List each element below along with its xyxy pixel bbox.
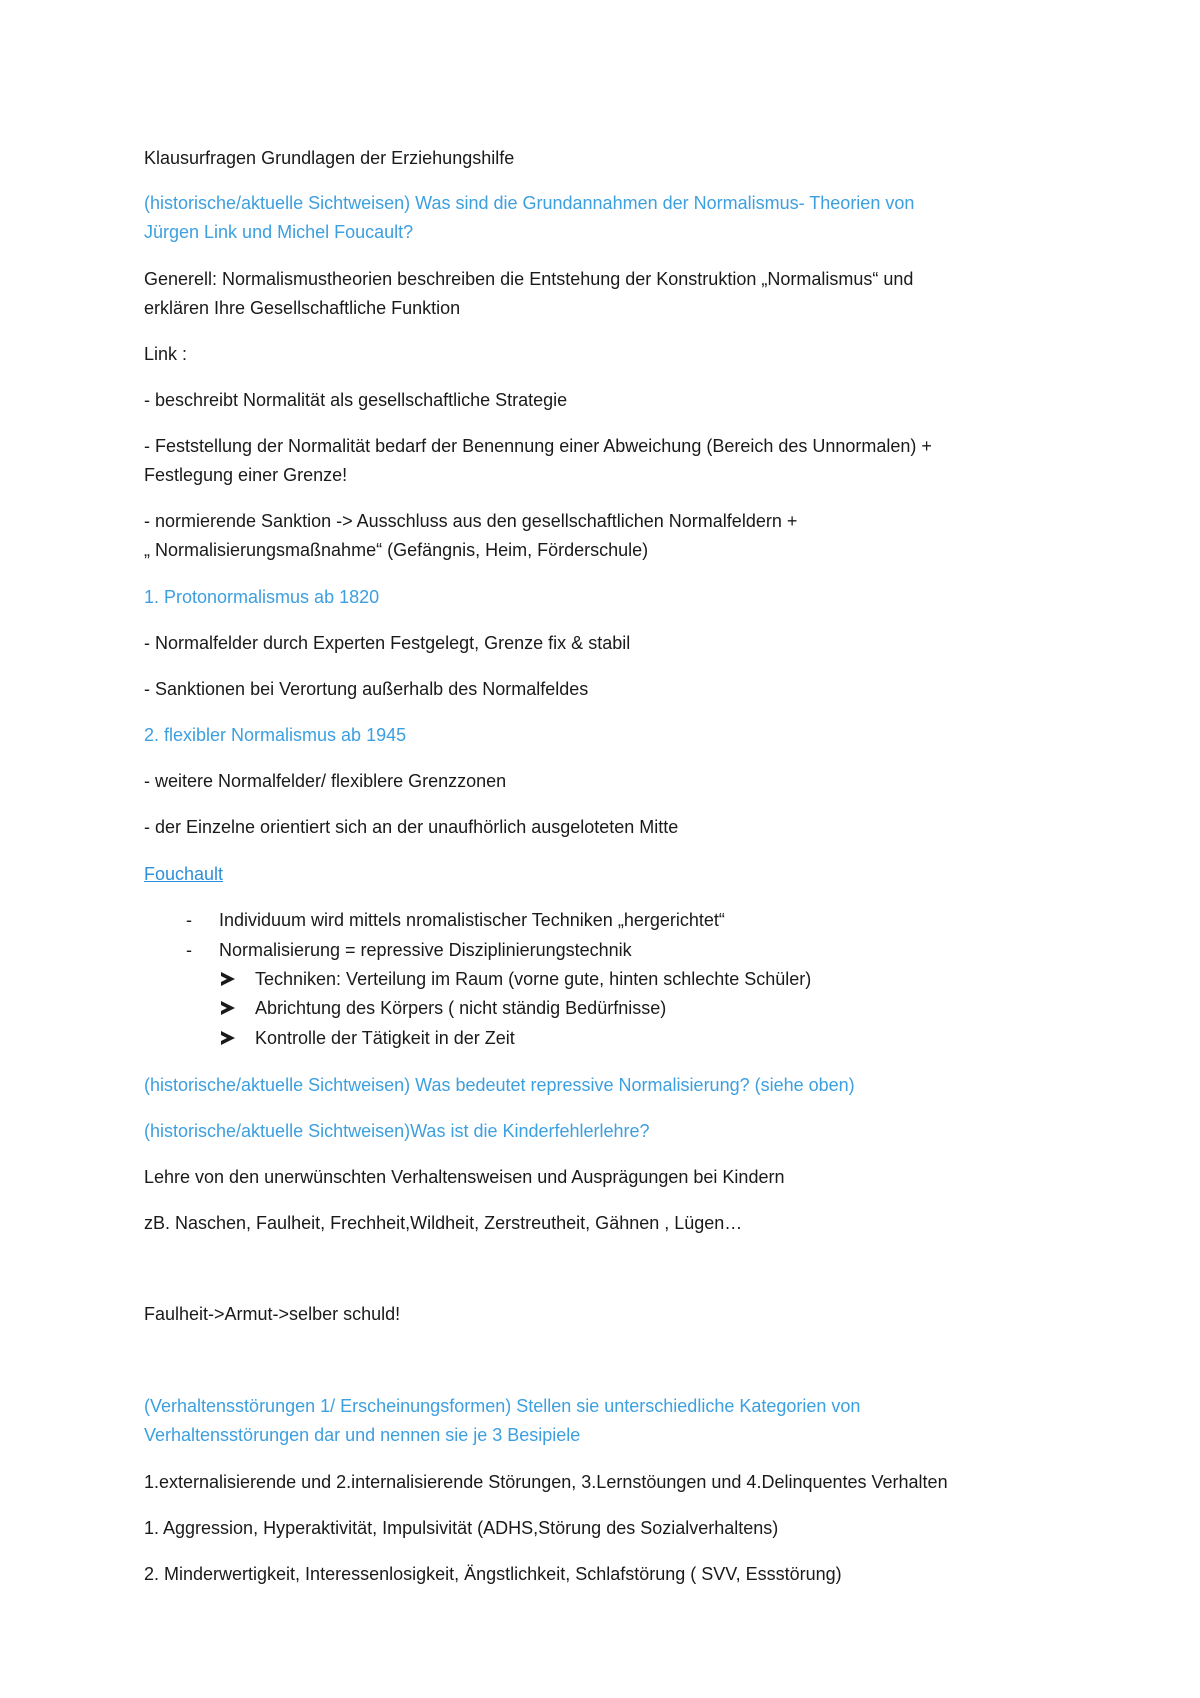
general-text-line-2: erklären Ihre Gesellschaftliche Funktion [144, 298, 461, 318]
foucault-subbullet-2: Abrichtung des Körpers ( nicht ständig Bedürfnisse) [255, 998, 667, 1018]
flexibler-normalismus-point-2: - der Einzelne orientiert sich an der unaufhörlich ausgeloteten Mitte [144, 817, 679, 837]
question-3-answer: Lehre von den unerwünschten Verhaltensweisen und Ausprägungen bei Kindern [144, 1167, 785, 1187]
link-point-3-line-1: - normierende Sanktion -> Ausschluss aus den gesellschaftlichen Normalfeldern + [144, 511, 798, 531]
arrowhead-bullet-icon [221, 1001, 235, 1015]
question-3-examples: zB. Naschen, Faulheit, Frechheit,Wildheit, Zerstreutheit, Gähnen , Lügen… [144, 1213, 743, 1233]
link-point-3-line-2: „ Normalisierungsmaßnahme“ (Gefängnis, Heim, Förderschule) [144, 540, 649, 560]
question-1-line-1: (historische/aktuelle Sichtweisen) Was sind die Grundannahmen der Normalismus- Theorien von [144, 193, 915, 213]
question-3: (historische/aktuelle Sichtweisen)Was ist die Kinderfehlerlehre? [144, 1121, 650, 1141]
question-4-categories: 1.externalisierende und 2.internalisierende Störungen, 3.Lernstöungen und 4.Delinquentes Verhalten [144, 1472, 948, 1492]
foucault-link[interactable]: Fouchault [144, 864, 224, 884]
protonormalismus-point-1: - Normalfelder durch Experten Festgelegt, Grenze fix & stabil [144, 633, 631, 653]
general-text-line-1: Generell: Normalismustheorien beschreiben die Entstehung der Konstruktion „Normalismus“ und [144, 269, 914, 289]
flexibler-normalismus-point-1: - weitere Normalfelder/ flexiblere Grenzzonen [144, 771, 507, 791]
foucault-bullet-2: Normalisierung = repressive Disziplinierungstechnik [219, 940, 632, 960]
arrowhead-bullet-icon [221, 1031, 235, 1045]
question-4-line-1: (Verhaltensstörungen 1/ Erscheinungsformen) Stellen sie unterschiedliche Kategorien von [144, 1396, 861, 1416]
question-3-conclusion: Faulheit->Armut->selber schuld! [144, 1304, 401, 1324]
foucault-subbullet-3: Kontrolle der Tätigkeit in der Zeit [255, 1028, 515, 1048]
foucault-subbullet-1: Techniken: Verteilung im Raum (vorne gute, hinten schlechte Schüler) [255, 969, 812, 989]
dash-bullet: - [186, 910, 192, 930]
foucault-heading[interactable] [144, 860, 1074, 889]
link-point-2-line-1: - Feststellung der Normalität bedarf der Benennung einer Abweichung (Bereich des Unnormalen) + [144, 436, 932, 456]
question-2: (historische/aktuelle Sichtweisen) Was bedeutet repressive Normalisierung? (siehe oben) [144, 1075, 855, 1095]
question-4-example-2: 2. Minderwertigkeit, Interessenlosigkeit, Ängstlichkeit, Schlafstörung ( SVV, Essstörung) [144, 1564, 842, 1584]
document-title: Klausurfragen Grundlagen der Erziehungshilfe [144, 148, 515, 168]
question-4-line-2: Verhaltensstörungen dar und nennen sie je 3 Besipiele [144, 1425, 581, 1445]
link-point-2-line-2: Festlegung einer Grenze! [144, 465, 348, 485]
arrowhead-bullet-icon [221, 972, 235, 986]
protonormalismus-point-2: - Sanktionen bei Verortung außerhalb des Normalfeldes [144, 679, 589, 699]
protonormalismus-heading: 1. Protonormalismus ab 1820 [144, 587, 380, 607]
link-point-1: - beschreibt Normalität als gesellschaftliche Strategie [144, 390, 568, 410]
flexibler-normalismus-heading: 2. flexibler Normalismus ab 1945 [144, 725, 407, 745]
foucault-bullet-1: Individuum wird mittels nromalistischer Techniken „hergerichtet“ [219, 910, 725, 930]
link-heading: Link : [144, 344, 188, 364]
question-1-line-2: Jürgen Link und Michel Foucault? [144, 222, 414, 242]
dash-bullet: - [186, 940, 192, 960]
question-4-example-1: 1. Aggression, Hyperaktivität, Impulsivität (ADHS,Störung des Sozialverhaltens) [144, 1518, 779, 1538]
